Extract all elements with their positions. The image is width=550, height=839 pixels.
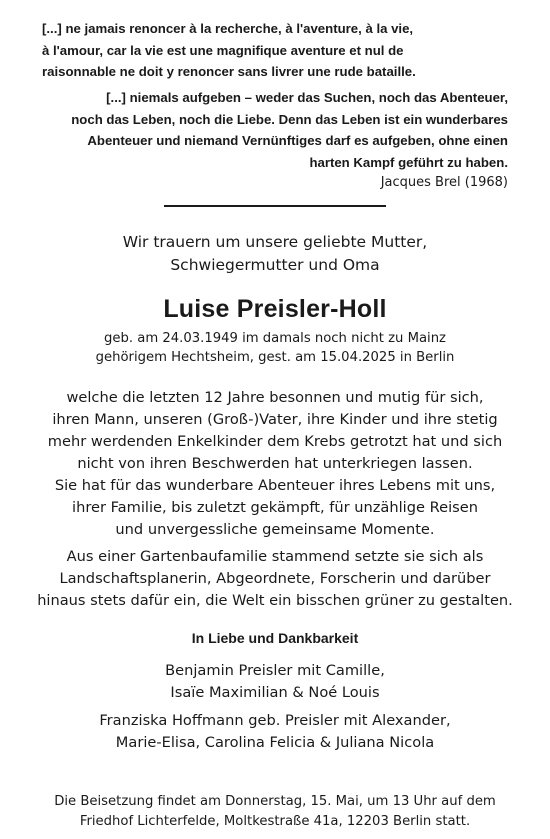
family-group-2 bbox=[0, 710, 550, 754]
intro-line: Schwiegermutter und Oma bbox=[170, 256, 380, 274]
mourning-intro bbox=[0, 231, 550, 277]
quote-line: à l'amour, car la vie est une magnifique aventure et nul de bbox=[42, 42, 404, 58]
quote-line: [...] niemals aufgeben – weder das Suchen, noch das Abenteuer, bbox=[106, 90, 508, 105]
paragraph-line: ihren Mann, unseren (Groß-)Vater, ihre Kinder und ihre stetig bbox=[52, 411, 498, 428]
funeral-notice bbox=[0, 792, 550, 832]
paragraph-line: Landschaftsplanerin, Abgeordnete, Forscherin und darüber bbox=[59, 570, 491, 587]
quote-line: [...] ne jamais renoncer à la recherche, à l'aventure, à la vie, bbox=[42, 21, 414, 36]
paragraph-line: hinaus stets dafür ein, die Welt ein bisschen grüner zu gestalten. bbox=[37, 592, 513, 609]
tribute-paragraph bbox=[0, 387, 550, 541]
career-paragraph bbox=[0, 546, 550, 612]
quote-line: harten Kampf geführt zu haben. bbox=[309, 154, 508, 170]
quote-line: noch das Leben, noch die Liebe. Denn das Leben ist ein wunderbares bbox=[71, 111, 508, 127]
paragraph-line: Aus einer Gartenbaufamilie stammend setzte sie sich als bbox=[66, 548, 484, 565]
divider-rule bbox=[164, 205, 386, 207]
family-group-1 bbox=[0, 660, 550, 704]
life-line: geb. am 24.03.1949 im damals noch nicht zu Mainz bbox=[104, 331, 446, 346]
life-line: gehörigem Hechtsheim, gest. am 15.04.2025 in Berlin bbox=[95, 350, 455, 365]
quote-attribution: Jacques Brel (1968) bbox=[380, 175, 508, 190]
paragraph-line: Sie hat für das wunderbare Abenteuer ihres Lebens mit uns, bbox=[54, 477, 496, 494]
paragraph-line: mehr werdenden Enkelkinder dem Krebs getrotzt hat und sich bbox=[47, 433, 503, 450]
life-dates bbox=[0, 329, 550, 367]
funeral-line: Friedhof Lichterfelde, Moltkestraße 41a, 12203 Berlin statt. bbox=[79, 814, 471, 829]
quote-line: Abenteuer und niemand Vernünftiges darf es aufgeben, ohne einen bbox=[87, 133, 508, 148]
deceased-name: Luise Preisler-Holl bbox=[163, 295, 387, 323]
family-line: Isaïe Maximilian & Noé Louis bbox=[170, 684, 380, 701]
family-line: Franziska Hoffmann geb. Preisler mit Alexander, bbox=[99, 712, 451, 729]
paragraph-line: nicht von ihren Beschwerden hat unterkriegen lassen. bbox=[77, 455, 473, 472]
quote-line: raisonnable ne doit y renoncer sans livrer une rude bataille. bbox=[42, 64, 416, 79]
family-line: Benjamin Preisler mit Camille, bbox=[165, 662, 385, 679]
funeral-line: Die Beisetzung findet am Donnerstag, 15. Mai, um 13 Uhr auf dem bbox=[54, 794, 496, 809]
paragraph-line: ihrer Familie, bis zuletzt gekämpft, für unzählige Reisen bbox=[72, 499, 478, 516]
family-line: Marie-Elisa, Carolina Felicia & Juliana Nicola bbox=[115, 734, 435, 751]
paragraph-line: und unvergessliche gemeinsame Momente. bbox=[115, 521, 435, 538]
closing-heading: In Liebe und Dankbarkeit bbox=[191, 630, 359, 646]
french-quote bbox=[42, 18, 502, 83]
german-quote bbox=[42, 87, 508, 173]
intro-line: Wir trauern um unsere geliebte Mutter, bbox=[122, 233, 428, 251]
paragraph-line: welche die letzten 12 Jahre besonnen und mutig für sich, bbox=[66, 389, 484, 406]
